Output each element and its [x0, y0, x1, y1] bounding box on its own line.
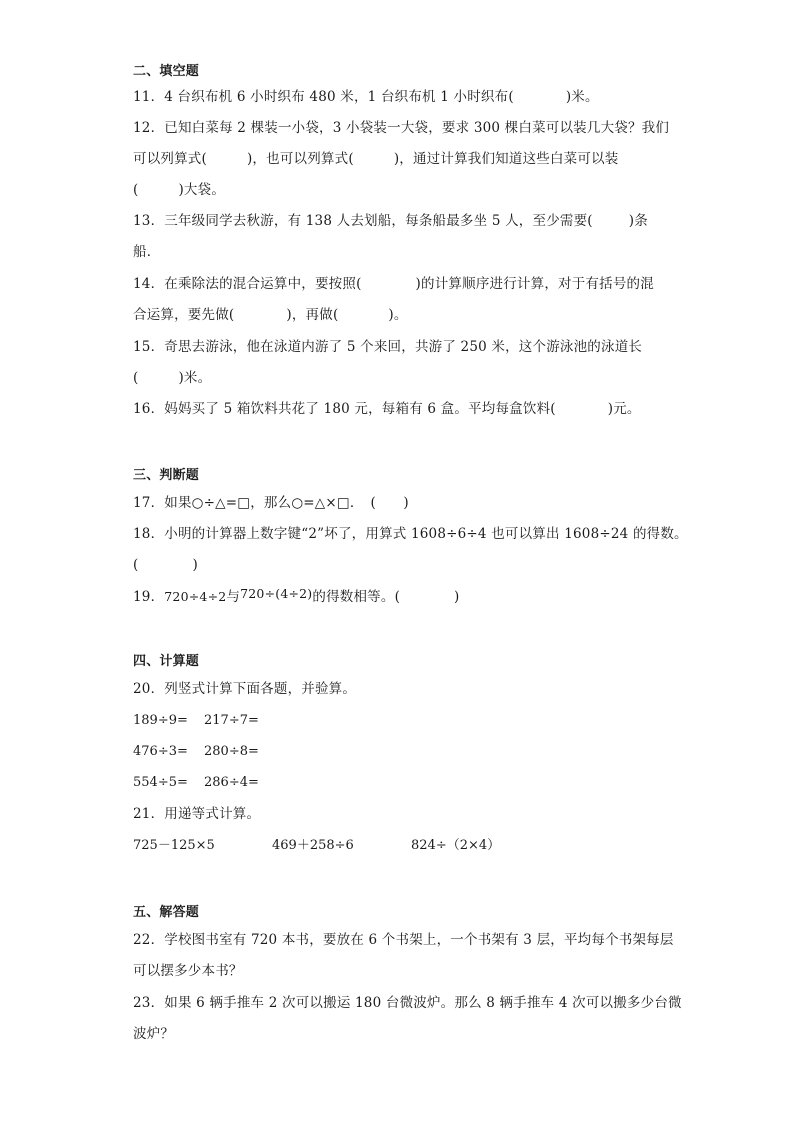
question-20-prompt: 20．列竖式计算下面各题，并验算。 — [133, 681, 357, 697]
question-11: 11．4 台织布机 6 小时织布 480 米，1 台织布机 1 小时织布( )米。 — [133, 89, 599, 105]
calc-item: 286÷4= — [204, 775, 259, 790]
calc-item: 189÷9= — [133, 713, 188, 728]
section-title-calc: 四、计算题 — [133, 654, 200, 669]
question-14-line1: 14．在乘除法的混合运算中，要按照( )的计算顺序进行计算，对于有括号的混 — [133, 276, 654, 292]
question-12-line3: ( )大袋。 — [133, 182, 226, 198]
question-22-line2: 可以摆多少本书？ — [133, 963, 243, 979]
calc-item: 725－125×5 — [133, 838, 215, 853]
math-expression: 720÷(4÷2) — [240, 586, 313, 601]
question-19: 19．720÷4÷2与720÷(4÷2)的得数相等。( ) — [133, 586, 460, 605]
question-13-line1: 13．三年级同学去秋游，有 138 人去划船，每条船最多坐 5 人，至少需要( )条 — [133, 213, 648, 229]
question-23-line1: 23．如果 6 辆手推车 2 次可以搬运 180 台微波炉。那么 8 辆手推车 4 次可以搬多少台微 — [133, 995, 682, 1011]
question-22-line1: 22．学校图书室有 720 本书，要放在 6 个书架上，一个书架有 3 层，平均每个书架每层 — [133, 932, 674, 948]
question-16: 16．妈妈买了 5 箱饮料共花了 180 元，每箱有 6 盒。平均每盒饮料( )元。 — [133, 401, 641, 417]
calc-item: 469＋258÷6 — [272, 838, 354, 853]
question-18-line1: 18．小明的计算器上数字键“2”坏了，用算式 1608÷6÷4 也可以算出 1608÷24 的得数。 — [133, 526, 688, 542]
section-title-answer: 五、解答题 — [133, 905, 200, 920]
question-15-line1: 15．奇思去游泳，他在泳道内游了 5 个来回，共游了 250 米，这个游泳池的泳道长 — [133, 339, 643, 355]
section-title-judge: 三、判断题 — [133, 468, 200, 483]
question-17: 17．如果○÷△=□，那么○=△×□． ( ) — [133, 495, 409, 511]
section-title-fill: 二、填空题 — [133, 64, 200, 79]
calc-item: 554÷5= — [133, 775, 188, 790]
calc-item: 476÷3= — [133, 744, 188, 759]
calc-item: 217÷7= — [204, 713, 259, 728]
question-15-line2: ( )米。 — [133, 370, 212, 386]
question-23-line2: 波炉？ — [133, 1026, 175, 1042]
calc-item: 824÷（2×4） — [411, 838, 501, 853]
question-14-line2: 合运算，要先做( )，再做( )。 — [133, 307, 408, 323]
question-21-prompt: 21．用递等式计算。 — [133, 806, 261, 822]
question-12-line2: 可以列算式( )，也可以列算式( )，通过计算我们知道这些白菜可以装 — [133, 151, 619, 167]
question-13-line2: 船． — [133, 244, 161, 260]
math-expression: 720÷4÷2 — [164, 589, 227, 604]
question-12-line1: 12．已知白菜每 2 棵装一小袋，3 小袋装一大袋，要求 300 棵白菜可以装几大袋？我们 — [133, 120, 670, 136]
calc-item: 280÷8= — [204, 744, 259, 759]
question-18-line2: ( ) — [133, 557, 198, 573]
